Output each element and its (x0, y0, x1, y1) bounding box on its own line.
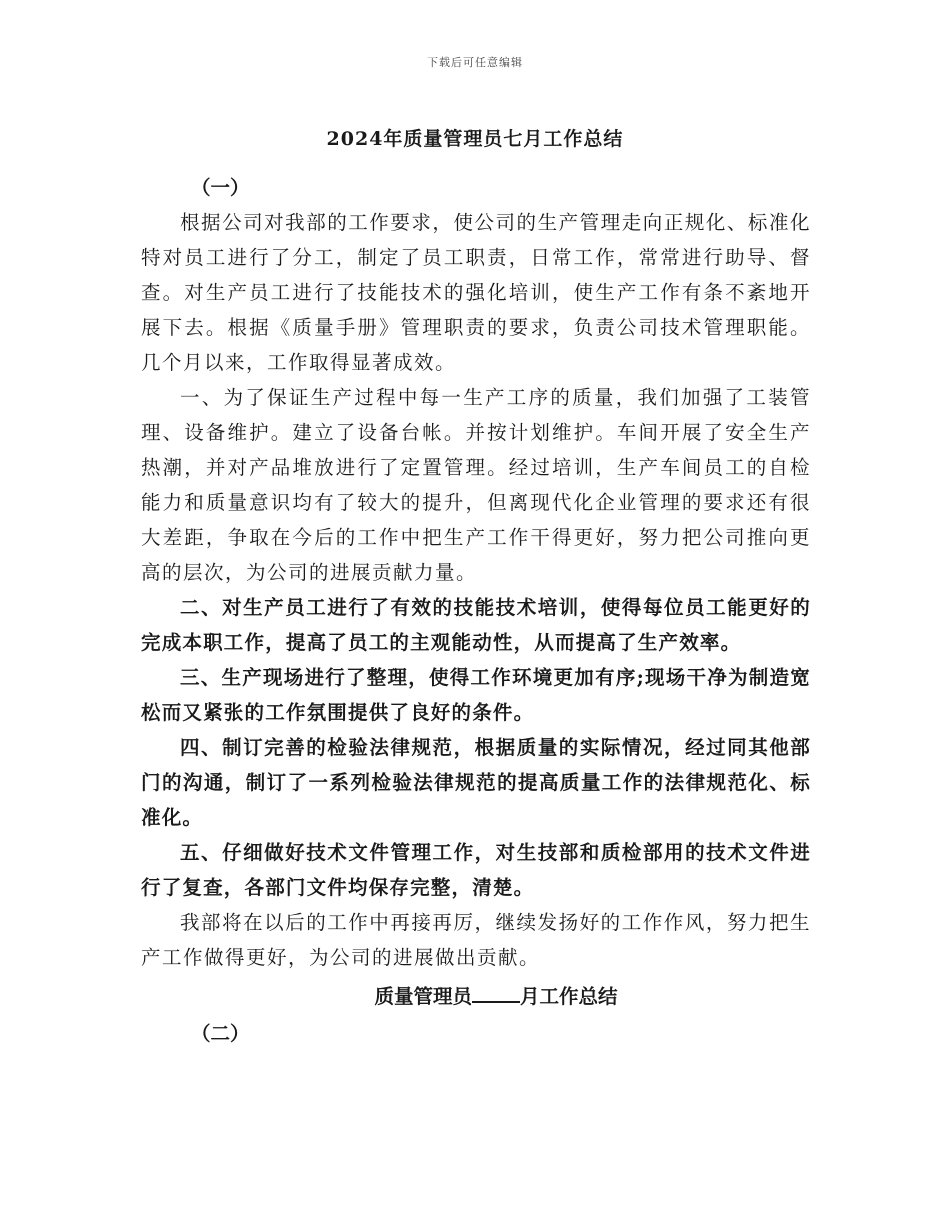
paragraph-conclusion: 我部将在以后的工作中再接再厉，继续发扬好的工作作风，努力把生产工作做得更好，为公司的进展做出贡献。 (141, 911, 811, 969)
document-body (141, 170, 811, 1051)
fill-in-blank (472, 983, 520, 1003)
header-note: 下载后可任意编辑 (427, 56, 523, 69)
paragraph-item-3: 三、生产现场进行了整理，使得工作环境更加有序;现场干净为制造宽松而又紧张的工作氛围提供了良好的条件。 (141, 666, 811, 724)
section-heading-1: （一） (191, 176, 250, 199)
paragraph-item-2: 二、对生产员工进行了有效的技能技术培训，使得每位员工能更好的完成本职工作，提高了员工的主观能动性，从而提高了生产效率。 (141, 596, 811, 654)
section-heading-2: （二） (191, 1022, 250, 1045)
paragraph-item-4: 四、制订完善的检验法律规范，根据质量的实际情况，经过同其他部门的沟通，制订了一系列检验法律规范的提高质量工作的法律规范化、标准化。 (141, 736, 811, 829)
paragraph-item-1: 一、为了保证生产过程中每一生产工序的质量，我们加强了工装管理、设备维护。建立了设备台帐。并按计划维护。车间开展了安全生产热潮，并对产品堆放进行了定置管理。经过培训，生产车间员工的自检能力和质量意识均有了较大的提升，但离现代化企业管理的要求还有很大差距，争取在今后的工作中把生产工作干得更好，努力把公司推向更高的层次，为公司的进展贡献力量。 (141, 386, 811, 584)
subtitle-suffix: 月工作总结 (520, 985, 618, 1008)
subtitle (141, 979, 811, 1014)
document-title: 2024年质量管理员七月工作总结 (326, 128, 624, 150)
subtitle-prefix: 质量管理员 (374, 985, 472, 1008)
paragraph-item-5: 五、仔细做好技术文件管理工作，对生技部和质检部用的技术文件进行了复查，各部门文件均保存完整，清楚。 (141, 841, 811, 899)
paragraph-intro: 根据公司对我部的工作要求，使公司的生产管理走向正规化、标准化特对员工进行了分工，制定了员工职责，日常工作，常常进行助导、督查。对生产员工进行了技能技术的强化培训，使生产工作有条不紊地开展下去。根据《质量手册》管理职责的要求，负责公司技术管理职能。几个月以来，工作取得显著成效。 (141, 211, 811, 374)
